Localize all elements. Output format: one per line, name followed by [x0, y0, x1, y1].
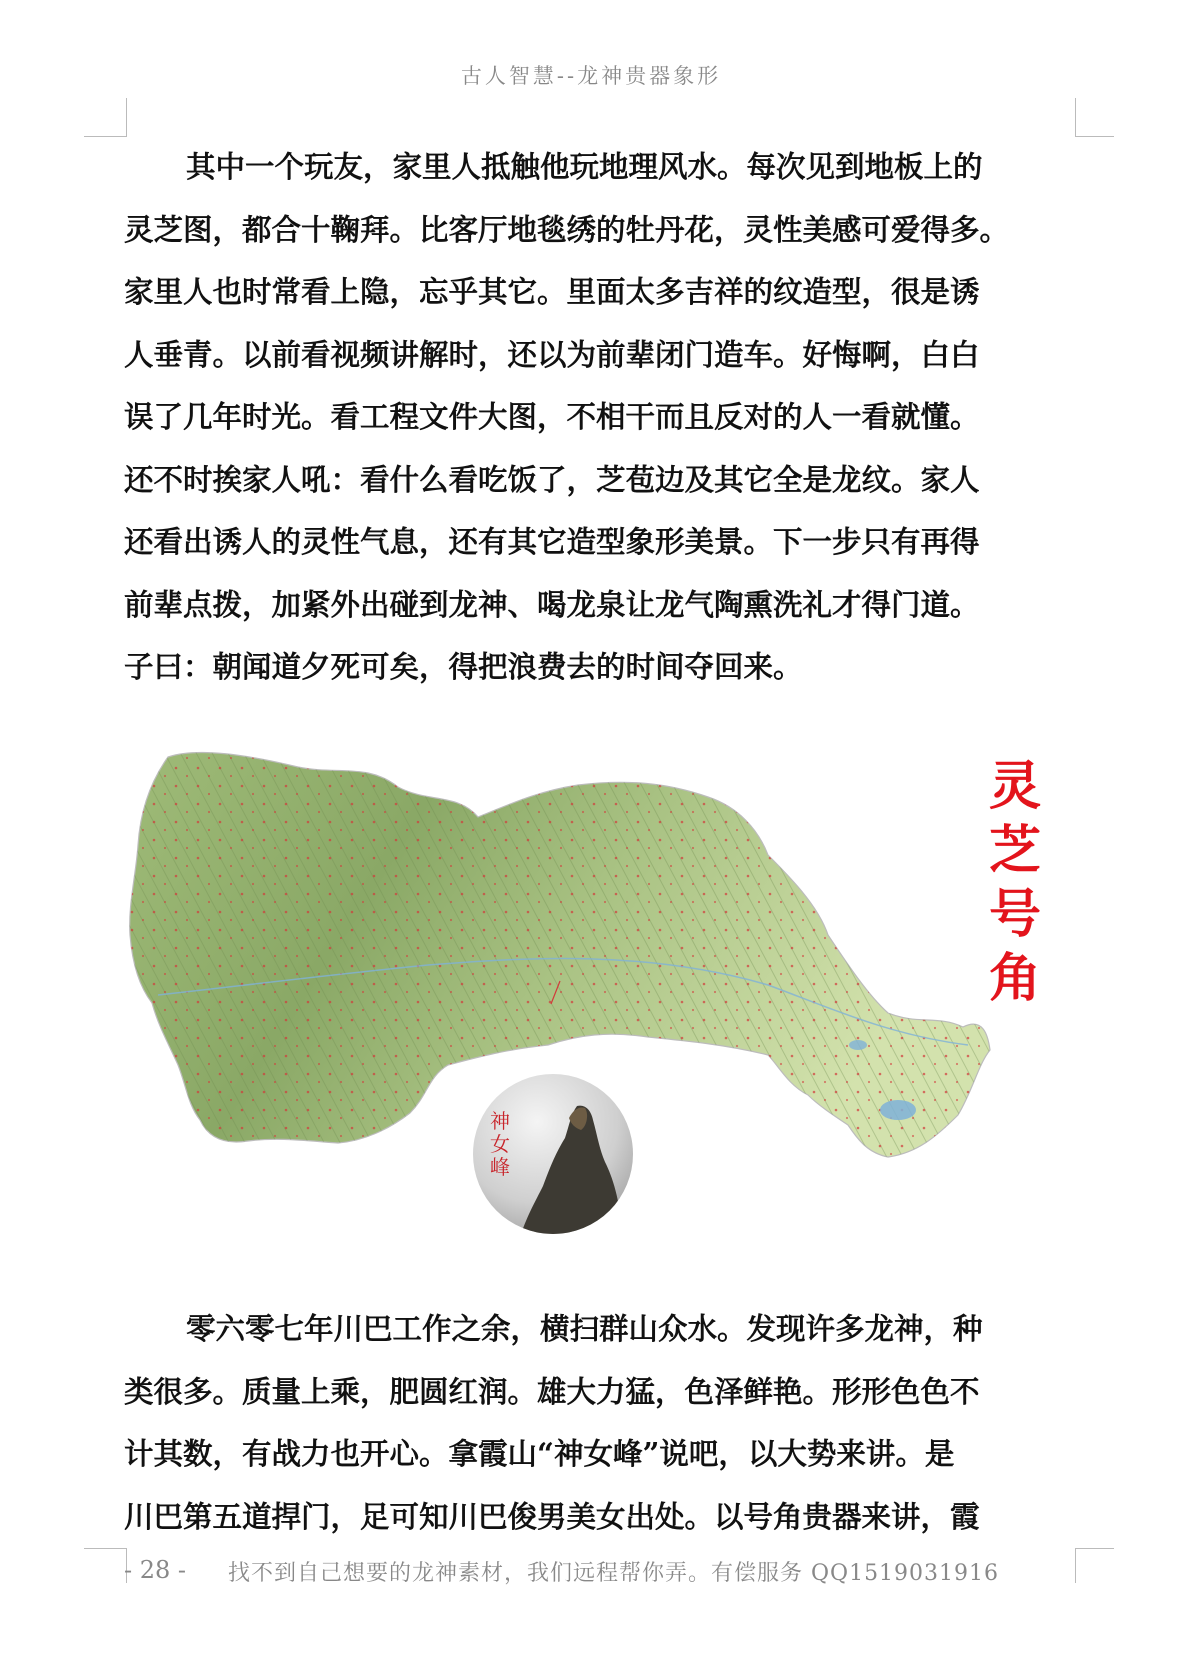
- inset-label-vertical: [488, 1110, 512, 1179]
- map-title-char: 芝: [988, 820, 1041, 881]
- text-line: 人垂青。以前看视频讲解时，还以为前辈闭门造车。好悔啊，白白: [124, 336, 980, 372]
- text-line: 误了几年时光。看工程文件大图，不相干而且反对的人一看就懂。: [124, 399, 980, 434]
- crop-mark-bottom-left: [84, 1548, 127, 1583]
- map-title-vertical: [985, 755, 1045, 1011]
- body-paragraph-2: [124, 1298, 1060, 1548]
- shennu-peak-inset-photo: [473, 1074, 633, 1234]
- map-lake: [880, 1100, 916, 1120]
- crop-mark-top-left: [84, 98, 127, 137]
- text-line: 家里人也时常看上隐，忘乎其它。里面太多吉祥的纹造型，很是诱: [124, 274, 980, 309]
- footer-service-note: 找不到自己想要的龙神素材，我们远程帮你弄。有偿服务 QQ1519031916: [228, 1561, 1000, 1586]
- text-line: 灵芝图，都合十鞠拜。比客厅地毯绣的牡丹花，灵性美感可爱得多。: [124, 211, 1010, 247]
- text-line: 前辈点拨，加紧外出碰到龙神、喝龙泉让龙气陶熏洗礼才得门道。: [124, 586, 980, 622]
- page-number: - 28 -: [124, 1556, 187, 1584]
- text-line: 还看出诱人的灵性气息，还有其它造型象形美景。下一步只有再得: [124, 524, 980, 559]
- text-line: 川巴第五道捍门，足可知川巴俊男美女出处。以号角贵器来讲，霞: [124, 1498, 980, 1534]
- map-title-char: 角: [988, 948, 1041, 1009]
- inset-label-char: 神: [490, 1109, 510, 1133]
- text-line: 其中一个玩友，家里人抵触他玩地理风水。每次见到地板上的: [186, 149, 983, 184]
- inset-label-char: 女: [490, 1132, 510, 1156]
- text-line: 子曰：朝闻道夕死可矣，得把浪费去的时间夺回来。: [124, 649, 803, 684]
- crop-mark-bottom-right: [1075, 1548, 1114, 1583]
- text-line: 计其数，有战力也开心。拿霞山“神女峰”说吧，以大势来讲。是: [124, 1436, 955, 1471]
- map-title-char: 灵: [988, 756, 1041, 817]
- text-line: 类很多。质量上乘，肥圆红润。雄大力猛，色泽鲜艳。形形色色不: [124, 1373, 980, 1409]
- map-lake: [849, 1040, 867, 1050]
- body-paragraph-1: [124, 136, 1060, 699]
- running-header: 古人智慧--龙神贵器象形: [460, 64, 722, 88]
- text-line: 零六零七年川巴工作之余，横扫群山众水。发现许多龙神，种: [186, 1311, 983, 1346]
- crop-mark-top-right: [1075, 98, 1114, 137]
- map-title-char: 号: [988, 884, 1041, 945]
- inset-label-char: 峰: [490, 1155, 510, 1179]
- text-line: 还不时挨家人吼：看什么看吃饭了，芝苞边及其它全是龙纹。家人: [124, 461, 980, 497]
